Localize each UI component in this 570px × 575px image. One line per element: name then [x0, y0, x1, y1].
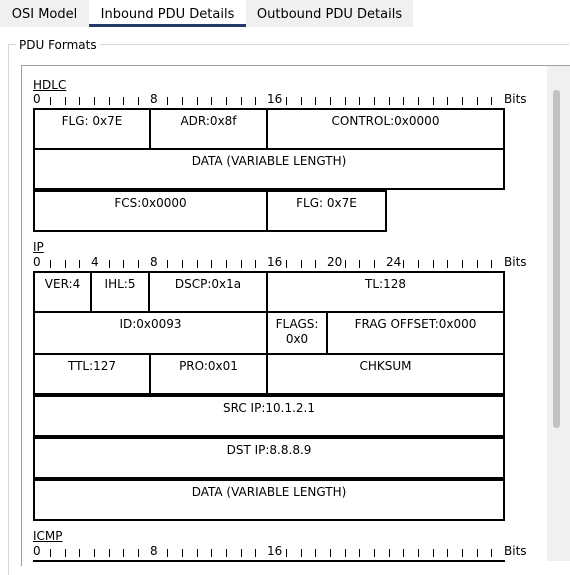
ruler-tick	[182, 549, 183, 557]
ruler-tick	[226, 260, 227, 268]
ruler-tick	[491, 260, 492, 268]
ruler-tick	[138, 260, 139, 268]
ruler-tick	[403, 97, 404, 105]
ruler-tick	[301, 549, 302, 557]
tab-inbound-label: Inbound PDU Details	[100, 7, 235, 22]
ip-protocol-field: PRO:0x01	[149, 353, 268, 395]
ruler-tick	[447, 260, 448, 268]
ruler-tick	[211, 97, 212, 105]
ruler-tick	[491, 97, 492, 105]
ruler-tick	[182, 260, 183, 268]
ruler-number: 16	[267, 92, 283, 106]
ruler-tick	[255, 260, 256, 268]
ruler-tick	[123, 97, 124, 105]
ruler-tick	[301, 97, 302, 105]
ruler-tick	[109, 97, 110, 105]
ruler-tick	[286, 549, 287, 557]
ruler-tick	[50, 260, 51, 268]
ruler-bits-label: Bits	[504, 544, 527, 558]
ip-bit-ruler	[33, 256, 553, 270]
hdlc-bit-ruler	[33, 93, 553, 107]
ruler-tick	[255, 97, 256, 105]
ruler-number: 20	[327, 255, 343, 269]
ip-data-field: DATA (VARIABLE LENGTH)	[33, 479, 505, 521]
ip-ihl-field: IHL:5	[90, 271, 150, 313]
ip-identification-field: ID:0x0093	[33, 311, 268, 355]
ruler-number: 0	[33, 544, 41, 558]
ruler-tick	[226, 97, 227, 105]
hdlc-address-field: ADR:0x8f	[149, 108, 268, 150]
ruler-tick	[79, 97, 80, 105]
ruler-number: 8	[150, 544, 158, 558]
ruler-tick	[374, 260, 375, 268]
ruler-tick	[94, 97, 95, 105]
ruler-number: 24	[386, 255, 402, 269]
ruler-tick	[315, 260, 316, 268]
ruler-tick	[123, 549, 124, 557]
ruler-tick	[65, 260, 66, 268]
ruler-tick	[359, 549, 360, 557]
ruler-number: 16	[267, 544, 283, 558]
ip-source-address-field: SRC IP:10.1.2.1	[33, 395, 505, 437]
pdu-formats-title: PDU Formats	[16, 37, 100, 53]
ruler-tick	[418, 260, 419, 268]
ip-flags-label: FLAGS:	[275, 317, 319, 331]
ruler-tick	[315, 97, 316, 105]
ruler-tick	[65, 549, 66, 557]
ruler-tick	[315, 549, 316, 557]
ruler-tick	[477, 97, 478, 105]
ruler-number: 16	[267, 255, 283, 269]
ip-flags-value: 0x0	[285, 332, 309, 346]
ruler-tick	[94, 549, 95, 557]
ip-checksum-field: CHKSUM	[266, 353, 505, 395]
ruler-tick	[167, 260, 168, 268]
tab-bar-spacer	[413, 0, 570, 27]
ruler-tick	[109, 260, 110, 268]
ruler-tick	[197, 97, 198, 105]
icmp-bit-ruler	[33, 545, 553, 559]
hdlc-control-field: CONTROL:0x0000	[266, 108, 505, 150]
ip-total-length-field: TL:128	[266, 271, 505, 313]
ruler-tick	[167, 97, 168, 105]
ruler-tick	[433, 260, 434, 268]
ruler-tick	[418, 549, 419, 557]
ruler-tick	[462, 260, 463, 268]
ruler-number: 0	[33, 92, 41, 106]
ip-ttl-field: TTL:127	[33, 353, 151, 395]
ruler-tick	[477, 549, 478, 557]
pdu-scroll-panel	[21, 65, 570, 566]
ruler-number: 8	[150, 92, 158, 106]
hdlc-data-field: DATA (VARIABLE LENGTH)	[33, 148, 505, 190]
ruler-tick	[447, 97, 448, 105]
hdlc-fcs-field: FCS:0x0000	[33, 190, 268, 232]
ruler-tick	[211, 260, 212, 268]
ip-title: IP	[33, 240, 44, 254]
ruler-tick	[389, 97, 390, 105]
ruler-tick	[286, 260, 287, 268]
ruler-tick	[491, 549, 492, 557]
ruler-tick	[167, 549, 168, 557]
ruler-tick	[374, 549, 375, 557]
ip-dscp-field: DSCP:0x1a	[148, 271, 268, 313]
ruler-tick	[65, 97, 66, 105]
ruler-tick	[226, 549, 227, 557]
ruler-bits-label: Bits	[504, 255, 527, 269]
ruler-tick	[197, 260, 198, 268]
ruler-number: 8	[150, 255, 158, 269]
ruler-tick	[374, 97, 375, 105]
ruler-tick	[109, 549, 110, 557]
ruler-tick	[345, 260, 346, 268]
ruler-tick	[359, 97, 360, 105]
ruler-tick	[211, 549, 212, 557]
ruler-tick	[433, 549, 434, 557]
active-tab-indicator	[89, 24, 246, 27]
ruler-tick	[241, 260, 242, 268]
ruler-tick	[433, 97, 434, 105]
ruler-tick	[241, 97, 242, 105]
tab-osi-model[interactable]: OSI Model	[11, 7, 78, 22]
ruler-number: 0	[33, 255, 41, 269]
ip-flags-field	[266, 311, 328, 355]
ip-destination-address-field: DST IP:8.8.8.9	[33, 437, 505, 479]
ruler-tick	[123, 260, 124, 268]
ruler-number: 4	[91, 255, 99, 269]
ruler-tick	[345, 549, 346, 557]
tab-outbound-pdu-details[interactable]: Outbound PDU Details	[256, 7, 403, 22]
ruler-tick	[50, 549, 51, 557]
ruler-tick	[447, 549, 448, 557]
ruler-tick	[403, 260, 404, 268]
ruler-tick	[138, 549, 139, 557]
ruler-tick	[462, 549, 463, 557]
ruler-tick	[182, 97, 183, 105]
ruler-tick	[50, 97, 51, 105]
ruler-tick	[389, 549, 390, 557]
ruler-bits-label: Bits	[504, 92, 527, 106]
hdlc-title: HDLC	[33, 78, 67, 92]
hdlc-flag-field: FLG: 0x7E	[33, 108, 151, 150]
ruler-tick	[359, 260, 360, 268]
ruler-tick	[418, 97, 419, 105]
hdlc-end-flag-field: FLG: 0x7E	[266, 190, 387, 232]
ruler-tick	[345, 97, 346, 105]
tab-inbound-pdu-details[interactable]	[89, 0, 246, 27]
ruler-tick	[286, 97, 287, 105]
icmp-title: ICMP	[33, 529, 63, 543]
ruler-tick	[79, 549, 80, 557]
ruler-tick	[241, 549, 242, 557]
scrollbar-thumb[interactable]	[553, 90, 560, 428]
ruler-tick	[462, 97, 463, 105]
ruler-tick	[197, 549, 198, 557]
ruler-tick	[255, 549, 256, 557]
ip-version-field: VER:4	[33, 271, 92, 313]
ruler-tick	[477, 260, 478, 268]
tab-bar	[0, 0, 570, 27]
ruler-tick	[301, 260, 302, 268]
ip-fragment-offset-field: FRAG OFFSET:0x000	[326, 311, 505, 355]
ruler-tick	[79, 260, 80, 268]
ruler-tick	[138, 97, 139, 105]
ruler-tick	[403, 549, 404, 557]
ruler-tick	[330, 97, 331, 105]
ruler-tick	[330, 549, 331, 557]
